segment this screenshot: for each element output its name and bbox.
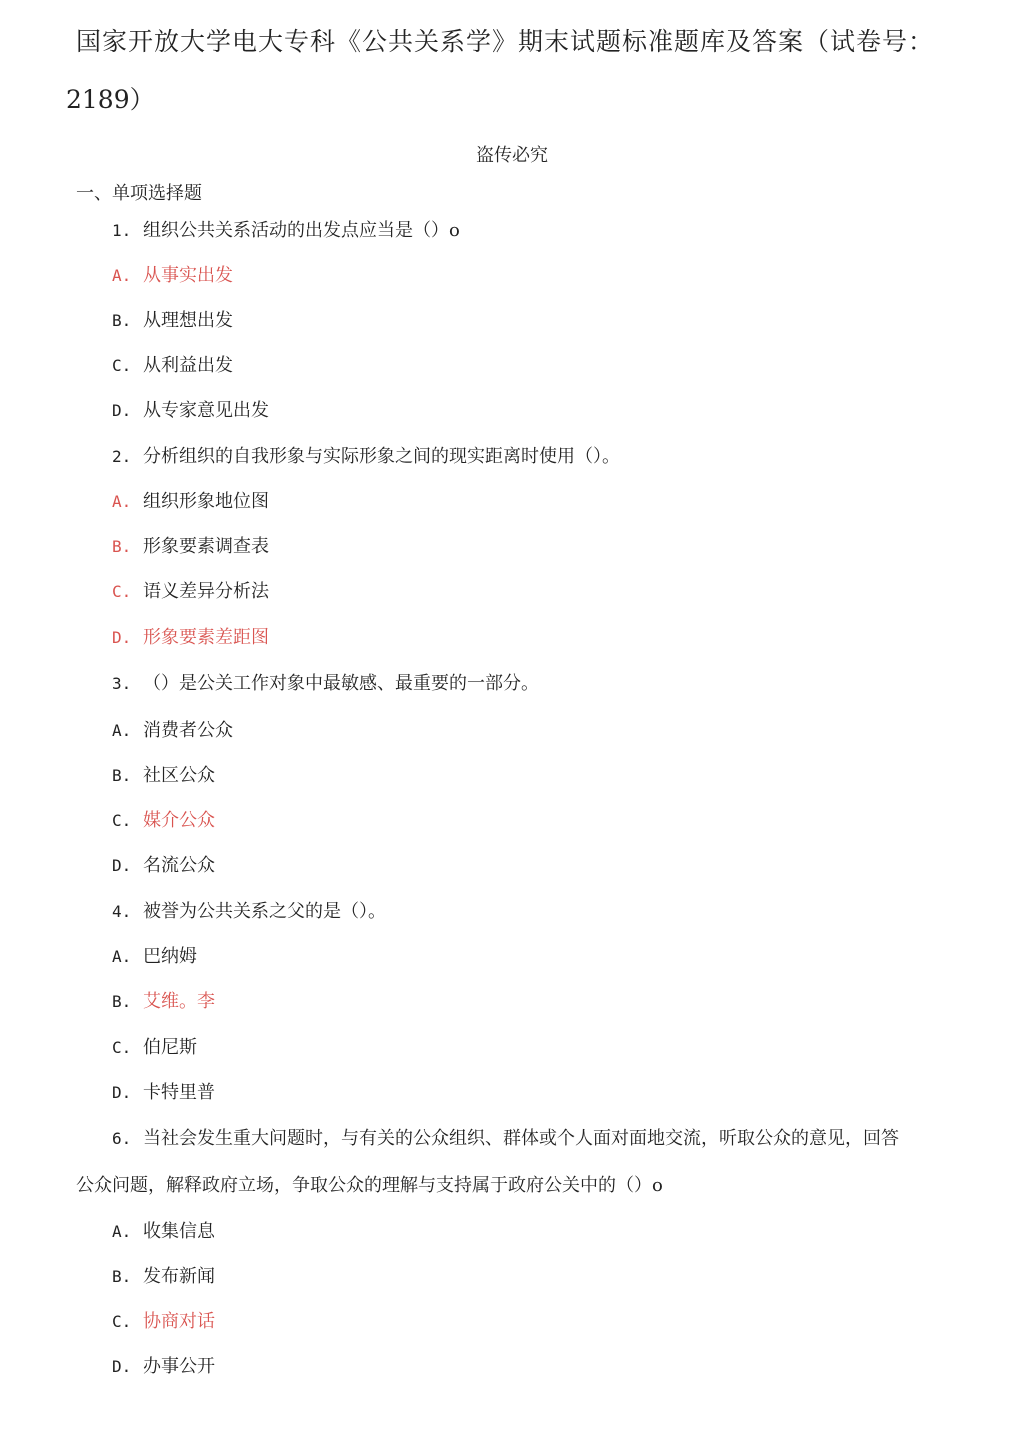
question-4: [112, 898, 386, 926]
q2-option-b: [112, 533, 269, 561]
q6-option-d: [112, 1353, 215, 1381]
question-text: 组织公共关系活动的出发点应当是（）o: [143, 220, 460, 241]
option-text: 媒介公众: [143, 810, 215, 831]
option-text: 卡特里普: [143, 1082, 215, 1103]
q2-option-a: [112, 488, 269, 516]
q1-option-c: [112, 352, 233, 380]
option-label: C.: [112, 582, 132, 601]
option-text: 消费者公众: [143, 720, 233, 741]
question-6: [112, 1125, 899, 1153]
option-text: 形象要素差距图: [143, 627, 269, 648]
question-2: [112, 443, 620, 471]
option-text: 从利益出发: [143, 355, 233, 376]
question-text: 分析组织的自我形象与实际形象之间的现实距离时使用（）。: [143, 446, 620, 467]
option-label: A.: [112, 266, 132, 285]
option-label: C.: [112, 356, 132, 375]
q6-option-c: [112, 1308, 215, 1336]
option-label: B.: [112, 311, 132, 330]
q3-option-d: [112, 852, 215, 880]
option-text: 从理想出发: [143, 310, 233, 331]
option-label: B.: [112, 1267, 132, 1286]
question-1: [112, 217, 460, 245]
q2-option-d: [112, 624, 269, 652]
option-text: 办事公开: [143, 1356, 215, 1377]
option-text: 伯尼斯: [143, 1037, 197, 1058]
option-text: 名流公众: [143, 855, 215, 876]
question-number: 2.: [112, 447, 132, 466]
option-label: B.: [112, 992, 132, 1011]
document-title: 国家开放大学电大专科《公共关系学》期末试题标准题库及答案（试卷号：: [76, 27, 935, 56]
q4-option-c: [112, 1034, 197, 1062]
q1-option-b: [112, 307, 233, 335]
option-label: B.: [112, 766, 132, 785]
q6-option-b: [112, 1263, 215, 1291]
question-6-continuation: 公众问题，解释政府立场，争取公众的理解与支持属于政府公关中的（）o: [76, 1175, 663, 1196]
option-label: D.: [112, 1083, 132, 1102]
option-text: 巴纳姆: [143, 946, 197, 967]
q4-option-a: [112, 943, 197, 971]
option-text: 从专家意见出发: [143, 400, 269, 421]
q2-option-c: [112, 578, 269, 606]
option-text: 发布新闻: [143, 1266, 215, 1287]
option-label: D.: [112, 1357, 132, 1376]
q1-option-d: [112, 397, 269, 425]
option-label: C.: [112, 1038, 132, 1057]
q4-option-b: [112, 988, 215, 1016]
option-label: A.: [112, 721, 132, 740]
question-number: 1.: [112, 221, 132, 240]
section-heading: 一、单项选择题: [76, 183, 202, 204]
option-text: 社区公众: [143, 765, 215, 786]
q3-option-a: [112, 717, 233, 745]
option-label: C.: [112, 1312, 132, 1331]
copyright-notice: 盗传必究: [476, 145, 548, 166]
q3-option-b: [112, 762, 215, 790]
option-text: 协商对话: [143, 1311, 215, 1332]
question-number: 3.: [112, 674, 132, 693]
question-text: 当社会发生重大问题时，与有关的公众组织、群体或个人面对面地交流，听取公众的意见，回答: [143, 1128, 899, 1149]
option-text: 形象要素调查表: [143, 536, 269, 557]
q1-option-a: [112, 262, 233, 290]
option-text: 组织形象地位图: [143, 491, 269, 512]
option-label: A.: [112, 1222, 132, 1241]
q3-option-c: [112, 807, 215, 835]
option-text: 语义差异分析法: [143, 581, 269, 602]
option-label: D.: [112, 856, 132, 875]
question-text: （）是公关工作对象中最敏感、最重要的一部分。: [143, 673, 539, 694]
question-number: 6.: [112, 1129, 132, 1148]
question-text: 被誉为公共关系之父的是（）。: [143, 901, 386, 922]
option-label: A.: [112, 947, 132, 966]
question-number: 4.: [112, 902, 132, 921]
option-label: A.: [112, 492, 132, 511]
q4-option-d: [112, 1079, 215, 1107]
document-title-continuation: 2189）: [66, 85, 155, 114]
option-label: D.: [112, 401, 132, 420]
option-text: 收集信息: [143, 1221, 215, 1242]
option-text: 从事实出发: [143, 265, 233, 286]
q6-option-a: [112, 1218, 215, 1246]
option-label: D.: [112, 628, 132, 647]
question-3: [112, 670, 539, 698]
option-label: C.: [112, 811, 132, 830]
option-label: B.: [112, 537, 132, 556]
option-text: 艾维。李: [143, 991, 215, 1012]
